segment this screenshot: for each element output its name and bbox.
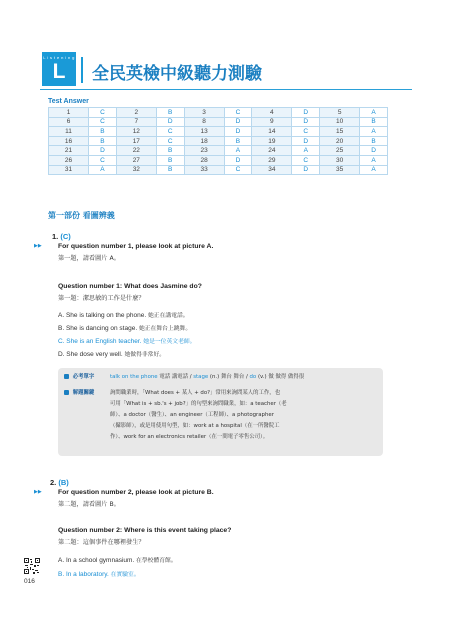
chapter-header	[40, 52, 412, 90]
answer-letter: D	[292, 117, 320, 127]
answer-question-number: 3	[184, 108, 224, 118]
answer-key-table	[48, 107, 388, 175]
page-title: 全民英檢中級聽力測驗	[92, 64, 262, 84]
answer-row	[49, 165, 388, 175]
answer-letter: A	[224, 146, 252, 156]
answer-letter: C	[89, 108, 117, 118]
q1-option-b	[58, 323, 191, 332]
answer-letter: B	[360, 136, 388, 146]
tips-line: 詢問職業時，「What does + 某人 + do?」常用來詢問某人的工作，也	[110, 390, 281, 396]
answer-question-number: 30	[320, 155, 360, 165]
key-word: talk on the phone	[110, 374, 158, 380]
answer-letter: C	[224, 108, 252, 118]
page-number: 016	[24, 578, 35, 585]
answer-key-label: Test Answer	[48, 98, 89, 105]
answer-question-number: 24	[252, 146, 292, 156]
key-words-row	[64, 373, 94, 381]
answer-row	[49, 155, 388, 165]
answer-question-number: 16	[49, 136, 89, 146]
answer-question-number: 25	[320, 146, 360, 156]
answer-letter: D	[89, 146, 117, 156]
answer-letter: C	[156, 136, 184, 146]
answer-letter: D	[292, 165, 320, 175]
answer-question-number: 2	[116, 108, 156, 118]
answer-question-number: 6	[49, 117, 89, 127]
answer-question-number: 21	[49, 146, 89, 156]
option-text: A. She is talking on the phone.	[58, 312, 147, 319]
answer-letter: A	[292, 146, 320, 156]
q1-question-zh: 第一題：潔思敏的工作是什麼？	[58, 295, 145, 302]
answer-letter: B	[156, 146, 184, 156]
answer-question-number: 14	[252, 127, 292, 137]
answer-row	[49, 117, 388, 127]
answer-question-number: 18	[184, 136, 224, 146]
answer-letter: A	[89, 165, 117, 175]
q2-instruction-zh: 第二題，請看圖片 B。	[58, 501, 120, 508]
question-answer: (B)	[58, 478, 69, 487]
q1-option-a	[58, 310, 189, 319]
option-text: B. In a laboratory.	[58, 571, 109, 578]
key-word-gloss: (n.) 舞台 舞台 /	[208, 374, 250, 380]
answer-row	[49, 108, 388, 118]
answer-question-number: 15	[320, 127, 360, 137]
notes-box	[58, 368, 383, 456]
answer-question-number: 13	[184, 127, 224, 137]
listening-badge	[42, 52, 76, 86]
answer-question-number: 20	[320, 136, 360, 146]
answer-question-number: 12	[116, 127, 156, 137]
answer-letter: D	[292, 136, 320, 146]
audio-track-icon[interactable]: ▶▶	[34, 243, 42, 249]
answer-question-number: 9	[252, 117, 292, 127]
question-number: 1.	[52, 232, 59, 241]
key-word-gloss: 電話 講電話 /	[157, 374, 194, 380]
answer-letter: B	[89, 136, 117, 146]
key-word: stage	[193, 374, 209, 380]
answer-question-number: 17	[116, 136, 156, 146]
answer-question-number: 33	[184, 165, 224, 175]
tips-line: 可用「What is + sb.'s + job?」的句型來詢問職業，如：a teacher（老	[110, 401, 287, 407]
answer-letter: C	[224, 165, 252, 175]
answer-letter: A	[360, 127, 388, 137]
answer-letter: B	[360, 117, 388, 127]
answer-letter: C	[292, 155, 320, 165]
key-word-gloss: (v.) 做 做得 做得很	[256, 374, 305, 380]
answer-row	[49, 136, 388, 146]
answer-question-number: 35	[320, 165, 360, 175]
answer-letter: D	[224, 117, 252, 127]
answer-question-number: 19	[252, 136, 292, 146]
answer-letter: C	[89, 117, 117, 127]
answer-row	[49, 146, 388, 156]
option-text: B. She is dancing on stage.	[58, 325, 138, 332]
answer-letter: D	[292, 108, 320, 118]
option-translation: 她正在舞台上跳舞。	[138, 326, 192, 332]
answer-question-number: 29	[252, 155, 292, 165]
section-title: 第一部份 看圖辨義	[48, 211, 115, 220]
option-translation: 她正在講電話。	[148, 313, 189, 319]
answer-question-number: 34	[252, 165, 292, 175]
answer-letter: B	[89, 127, 117, 137]
answer-letter: D	[156, 117, 184, 127]
answer-letter: A	[360, 165, 388, 175]
bullet-icon	[64, 390, 69, 395]
option-text: A. In a school gymnasium.	[58, 557, 135, 564]
answer-letter: A	[360, 155, 388, 165]
q1-option-c	[58, 336, 195, 345]
option-text: C. She is an English teacher.	[58, 338, 142, 345]
tips-line: 作）、work for an electronics retailer（在一間電子零售公司）。	[110, 434, 269, 440]
answer-letter: C	[292, 127, 320, 137]
tips-line: （攝影師），或是用使用句型，如：work at a hospital（在一所醫院工	[110, 423, 280, 429]
q1-option-d	[58, 349, 165, 358]
answer-question-number: 28	[184, 155, 224, 165]
q1-instruction-en: For question number 1, please look at picture A.	[58, 243, 214, 250]
answer-row	[49, 127, 388, 137]
answer-letter: B	[156, 108, 184, 118]
answer-question-number: 32	[116, 165, 156, 175]
audio-track-icon[interactable]: ▶▶	[34, 489, 42, 495]
question-1-number	[52, 232, 71, 241]
answer-question-number: 31	[49, 165, 89, 175]
tips-line: 師）、a doctor（醫生）、an engineer（工程師）、a photographer	[110, 412, 274, 418]
key-words-text	[110, 373, 304, 381]
bullet-icon	[64, 374, 69, 379]
answer-question-number: 10	[320, 117, 360, 127]
answer-letter: C	[89, 155, 117, 165]
tips-label: 解題關鍵	[72, 390, 95, 396]
question-2-number	[50, 478, 69, 487]
q1-question-en: Question number 1: What does Jasmine do?	[58, 283, 202, 290]
answer-letter: A	[360, 108, 388, 118]
question-answer: (C)	[60, 232, 71, 241]
option-translation: 她做得非常好。	[124, 352, 166, 358]
answer-question-number: 27	[116, 155, 156, 165]
answer-letter: D	[360, 146, 388, 156]
answer-question-number: 1	[49, 108, 89, 118]
q2-question-zh: 第二題：這個事件在哪裡發生？	[58, 539, 145, 546]
option-translation: 在實驗室。	[110, 572, 140, 578]
q2-question-en: Question number 2: Where is this event taking place?	[58, 527, 232, 534]
answer-question-number: 22	[116, 146, 156, 156]
tips-row	[64, 389, 94, 397]
question-number: 2.	[50, 478, 57, 487]
key-words-label: 必考單字	[72, 374, 95, 380]
answer-letter: C	[156, 127, 184, 137]
q1-instruction-zh: 第一題，請看圖片 A。	[58, 255, 120, 262]
answer-letter: B	[156, 165, 184, 175]
q2-option-b	[58, 569, 140, 578]
key-word: do	[249, 374, 257, 380]
q2-instruction-en: For question number 2, please look at picture B.	[58, 489, 214, 496]
answer-question-number: 26	[49, 155, 89, 165]
qr-code-icon[interactable]	[24, 558, 40, 574]
answer-letter: B	[156, 155, 184, 165]
answer-question-number: 7	[116, 117, 156, 127]
answer-question-number: 5	[320, 108, 360, 118]
answer-letter: B	[224, 136, 252, 146]
answer-question-number: 11	[49, 127, 89, 137]
answer-question-number: 8	[184, 117, 224, 127]
option-translation: 在學校體育館。	[136, 558, 177, 564]
option-text: D. She dose very well.	[58, 351, 123, 358]
q2-option-a	[58, 555, 177, 564]
answer-letter: D	[224, 127, 252, 137]
answer-question-number: 23	[184, 146, 224, 156]
header-divider	[81, 57, 83, 83]
badge-caption: L i s t e n i n g	[43, 55, 75, 60]
answer-question-number: 4	[252, 108, 292, 118]
option-translation: 她是一位英文老師。	[143, 339, 196, 345]
answer-letter: D	[224, 155, 252, 165]
badge-letter: L	[52, 60, 66, 83]
